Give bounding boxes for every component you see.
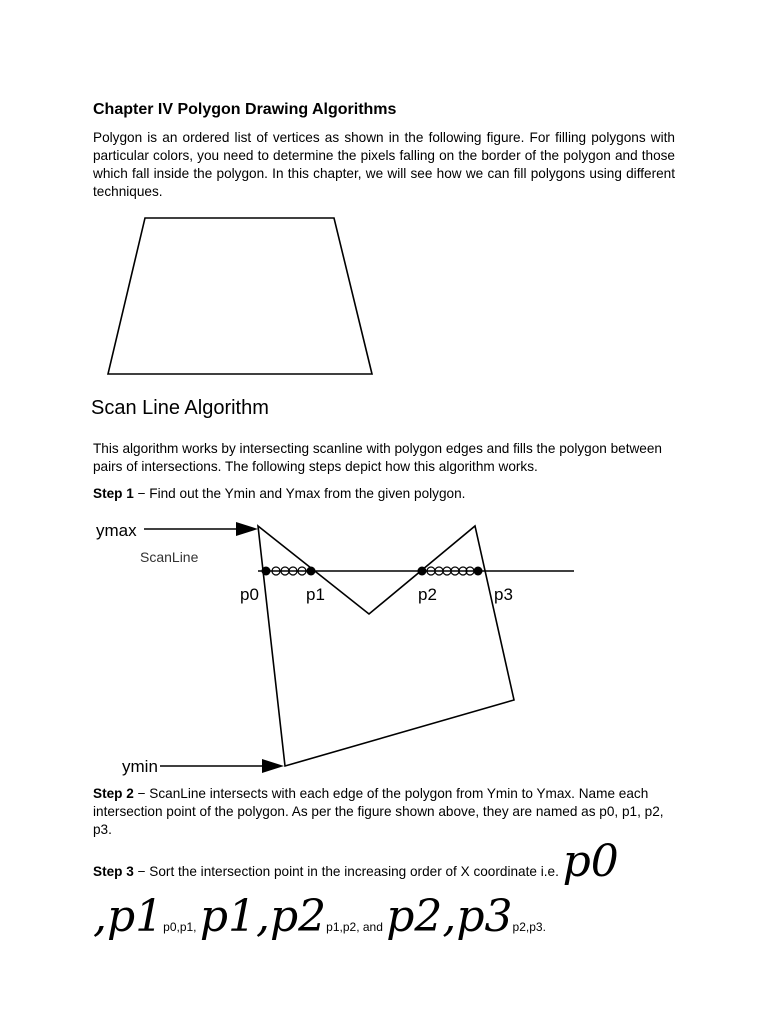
polygon-figure	[100, 212, 380, 382]
ymax-label: ymax	[96, 521, 137, 540]
sub-p0p1: p0,p1,	[163, 920, 200, 934]
math-p1: ,p1	[93, 891, 164, 942]
step-1-text: − Find out the Ymin and Ymax from the given polygon.	[133, 486, 466, 501]
p1-label: p1	[306, 585, 325, 604]
step-3	[93, 836, 683, 950]
chapter-heading: Chapter IV Polygon Drawing Algorithms	[93, 101, 397, 118]
math-p1p2: p1,p2	[199, 891, 327, 942]
p0-label: p0	[240, 585, 259, 604]
ymin-label: ymin	[122, 757, 158, 776]
ymax-arrowhead	[236, 522, 258, 536]
intersection-p1	[307, 567, 316, 576]
ymin-arrowhead	[262, 759, 284, 773]
step-1-label: Step 1	[93, 486, 134, 501]
section-intro: This algorithm works by intersecting scanline with polygon edges and fills the polygon between pairs of intersections. The following steps depict how this algorithm works.	[93, 441, 662, 474]
trapezoid-polygon	[108, 218, 372, 374]
scanline-label: ScanLine	[140, 549, 199, 565]
scanline-figure	[88, 508, 588, 780]
intersection-p2	[418, 567, 427, 576]
step-3-label: Step 3	[93, 864, 134, 879]
sub-p1p2: p1,p2, and	[326, 920, 387, 934]
step-2-label: Step 2	[93, 786, 134, 801]
step-2	[93, 785, 683, 839]
sub-p2p3: p2,p3.	[512, 920, 546, 934]
step-2-text: − ScanLine intersects with each edge of the polygon from Ymin to Ymax. Name each intersection point of the polygon. As per the figure shown above, they are named as p0, p1, p2, p3.	[93, 786, 664, 837]
section-title: Scan Line Algorithm	[91, 397, 269, 419]
intersection-p0	[262, 567, 271, 576]
math-p2p3: p2,p3	[386, 891, 513, 942]
p2-label: p2	[418, 585, 437, 604]
step-3-text: − Sort the intersection point in the increasing order of X coordinate i.e.	[133, 864, 563, 879]
math-p0: p0	[562, 836, 619, 887]
intersection-p3	[474, 567, 483, 576]
step-1	[93, 485, 683, 503]
intro-paragraph: Polygon is an ordered list of vertices as shown in the following figure. For filling polygons with particular colors, you need to determine the pixels falling on the border of the polygon and those which fall inside the polygon. In this chapter, we will see how we can fill polygons using different techniques.	[93, 130, 675, 199]
p3-label: p3	[494, 585, 513, 604]
scan-polygon	[258, 526, 514, 766]
